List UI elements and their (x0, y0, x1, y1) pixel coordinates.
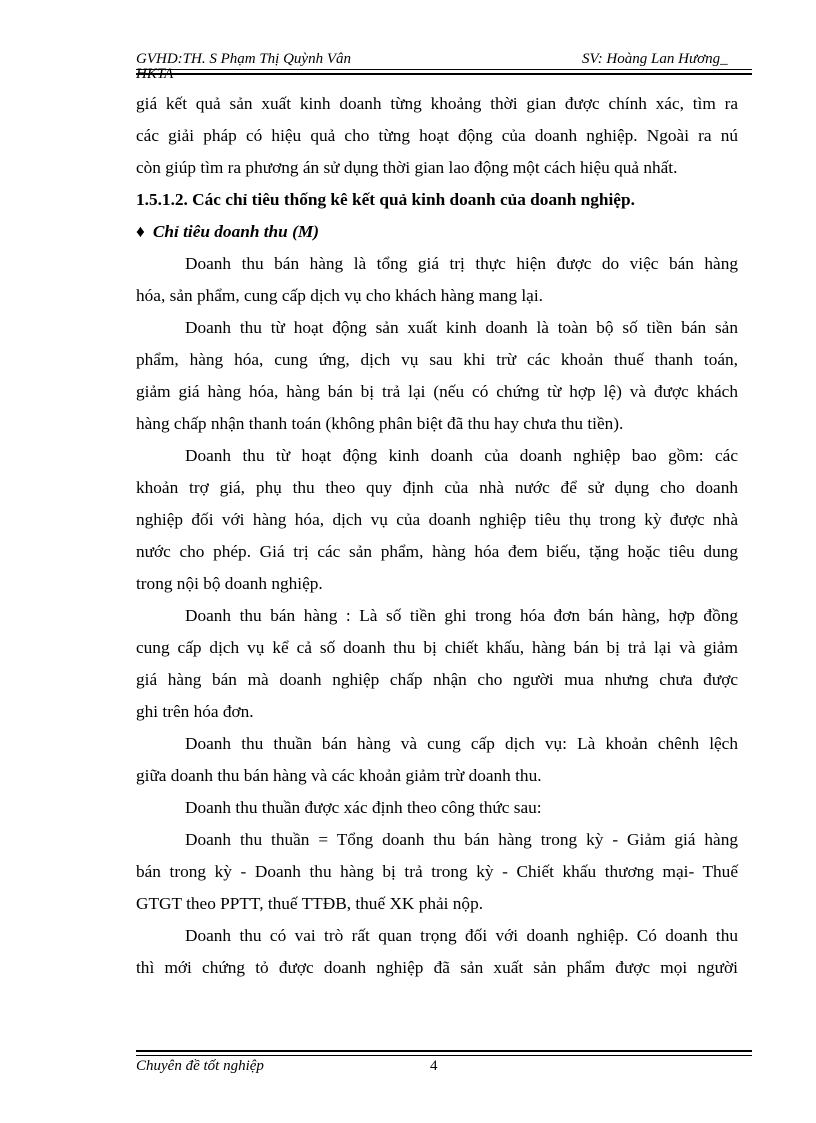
subheading-revenue (136, 222, 319, 242)
header-class: HKTA (136, 66, 174, 82)
body-line: các giải pháp có hiệu quả cho từng hoạt động của doanh nghiệp. Ngoài ra nú (136, 126, 738, 145)
body-line: bán trong kỳ - Doanh thu hàng bị trả trong kỳ - Chiết khấu thương mại- Thuế (136, 862, 738, 881)
footer-rule-thin (136, 1055, 752, 1056)
body-line: cung cấp dịch vụ kể cả số doanh thu bị chiết khấu, hàng bán bị trả lại và giảm (136, 638, 738, 657)
body-line: Doanh thu thuần được xác định theo công thức sau: (185, 798, 542, 817)
section-heading: 1.5.1.2. Các chỉ tiêu thống kê kết quả kinh doanh của doanh nghiệp. (136, 190, 635, 209)
body-line: giảm giá hàng hóa, hàng bán bị trả lại (nếu có chứng từ hợp lệ) và được khách (136, 382, 738, 401)
body-line: trong nội bộ doanh nghiệp. (136, 574, 323, 593)
body-line: nghiệp đối với hàng hóa, dịch vụ của doanh nghiệp tiêu thụ trong kỳ được nhà (136, 510, 738, 529)
body-line: Doanh thu từ hoạt động sản xuất kinh doanh là toàn bộ số tiền bán sản (185, 318, 738, 337)
body-line: giá hàng bán mà doanh nghiệp chấp nhận cho người mua nhưng chưa được (136, 670, 738, 689)
body-line: ghi trên hóa đơn. (136, 702, 254, 721)
body-line: giữa doanh thu bán hàng và các khoản giảm trừ doanh thu. (136, 766, 542, 785)
page-number: 4 (430, 1058, 438, 1074)
header-rule-thin (136, 69, 752, 70)
body-line: thì mới chứng tỏ được doanh nghiệp đã sản xuất sản phẩm được mọi người (136, 958, 738, 977)
body-line: Doanh thu bán hàng : Là số tiền ghi trong hóa đơn bán hàng, hợp đồng (185, 606, 738, 625)
body-line: phẩm, hàng hóa, cung ứng, dịch vụ sau khi trừ các khoản thuế thanh toán, (136, 350, 738, 369)
body-line: còn giúp tìm ra phương án sử dụng thời gian lao động một cách hiệu quả nhất. (136, 158, 678, 177)
body-line: hóa, sản phẩm, cung cấp dịch vụ cho khách hàng mang lại. (136, 286, 543, 305)
header-student: SV: Hoàng Lan Hương_ (582, 51, 728, 67)
body-line: GTGT theo PPTT, thuế TTĐB, thuế XK phải nộp. (136, 894, 484, 913)
body-line: hàng chấp nhận thanh toán (không phân biệt đã thu hay chưa thu tiền). (136, 414, 624, 433)
header-rule-thick (136, 73, 752, 75)
body-line: giá kết quả sản xuất kinh doanh từng khoảng thời gian được chính xác, tìm ra (136, 94, 738, 113)
body-line: Doanh thu từ hoạt động kinh doanh của doanh nghiệp bao gồm: các (185, 446, 738, 465)
body-line: Doanh thu bán hàng là tổng giá trị thực hiện được do việc bán hàng (185, 254, 738, 273)
header-supervisor: GVHD:TH. S Phạm Thị Quỳnh Vân (136, 51, 351, 67)
body-line: Doanh thu thuần = Tổng doanh thu bán hàng trong kỳ - Giảm giá hàng (185, 830, 738, 849)
subheading-text: Chỉ tiêu doanh thu (M) (152, 222, 319, 241)
body-line: Doanh thu thuần bán hàng và cung cấp dịch vụ: Là khoản chênh lệch (185, 734, 738, 753)
diamond-bullet-icon: ♦ (136, 222, 145, 241)
body-line: nước cho phép. Giá trị các sản phẩm, hàng hóa đem biếu, tặng hoặc tiêu dung (136, 542, 738, 561)
footer-title: Chuyên đề tốt nghiệp (136, 1058, 264, 1074)
body-line: Doanh thu có vai trò rất quan trọng đối với doanh nghiệp. Có doanh thu (185, 926, 738, 945)
footer-rule-thick (136, 1050, 752, 1052)
body-line: khoản trợ giá, phụ thu theo quy định của nhà nước để sử dụng cho doanh (136, 478, 738, 497)
